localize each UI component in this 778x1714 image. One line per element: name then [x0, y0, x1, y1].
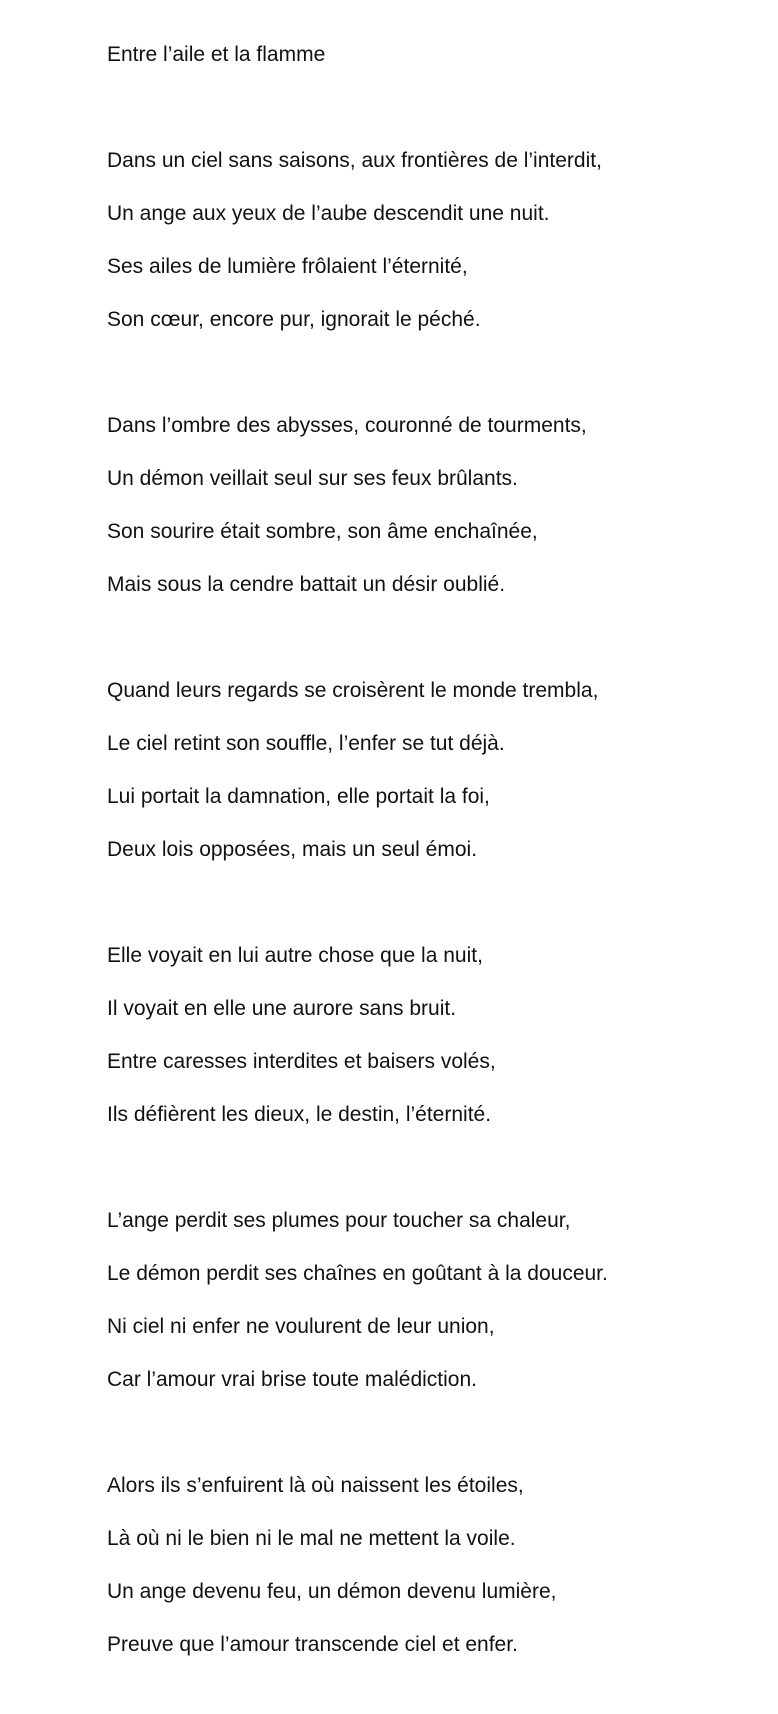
stanza-1-line-2: Un ange aux yeux de l’aube descendit une nuit.	[107, 202, 550, 225]
stanza-1-line-4: Son cœur, encore pur, ignorait le péché.	[107, 308, 481, 331]
stanza-4-line-4: Ils défièrent les dieux, le destin, l’éternité.	[107, 1103, 492, 1126]
stanza-3-line-2: Le ciel retint son souffle, l’enfer se tut déjà.	[107, 732, 505, 755]
stanza-4-line-1: Elle voyait en lui autre chose que la nuit,	[107, 944, 483, 967]
poem-title: Entre l’aile et la flamme	[107, 43, 326, 66]
stanza-2-line-3: Son sourire était sombre, son âme enchaînée,	[107, 520, 538, 543]
stanza-5-line-1: L’ange perdit ses plumes pour toucher sa chaleur,	[107, 1209, 571, 1232]
stanza-6-line-3: Un ange devenu feu, un démon devenu lumière,	[107, 1580, 557, 1603]
stanza-1-line-1: Dans un ciel sans saisons, aux frontières de l’interdit,	[107, 149, 602, 172]
stanza-4-line-3: Entre caresses interdites et baisers volés,	[107, 1050, 496, 1073]
stanza-4-line-2: Il voyait en elle une aurore sans bruit.	[107, 997, 457, 1020]
stanza-5-line-3: Ni ciel ni enfer ne voulurent de leur union,	[107, 1315, 495, 1338]
stanza-6-line-2: Là où ni le bien ni le mal ne mettent la voile.	[107, 1527, 516, 1550]
stanza-2-line-4: Mais sous la cendre battait un désir oublié.	[107, 573, 506, 596]
stanza-6-line-4: Preuve que l’amour transcende ciel et enfer.	[107, 1633, 518, 1656]
stanza-5-line-4: Car l’amour vrai brise toute malédiction.	[107, 1368, 477, 1391]
stanza-3-line-1: Quand leurs regards se croisèrent le monde trembla,	[107, 679, 599, 702]
stanza-3-line-3: Lui portait la damnation, elle portait la foi,	[107, 785, 490, 808]
stanza-3-line-4: Deux lois opposées, mais un seul émoi.	[107, 838, 478, 861]
stanza-6-line-1: Alors ils s’enfuirent là où naissent les étoiles,	[107, 1474, 524, 1497]
stanza-2-line-1: Dans l’ombre des abysses, couronné de tourments,	[107, 414, 587, 437]
stanza-2-line-2: Un démon veillait seul sur ses feux brûlants.	[107, 467, 518, 490]
stanza-5-line-2: Le démon perdit ses chaînes en goûtant à la douceur.	[107, 1262, 608, 1285]
stanza-1-line-3: Ses ailes de lumière frôlaient l’éternité,	[107, 255, 468, 278]
